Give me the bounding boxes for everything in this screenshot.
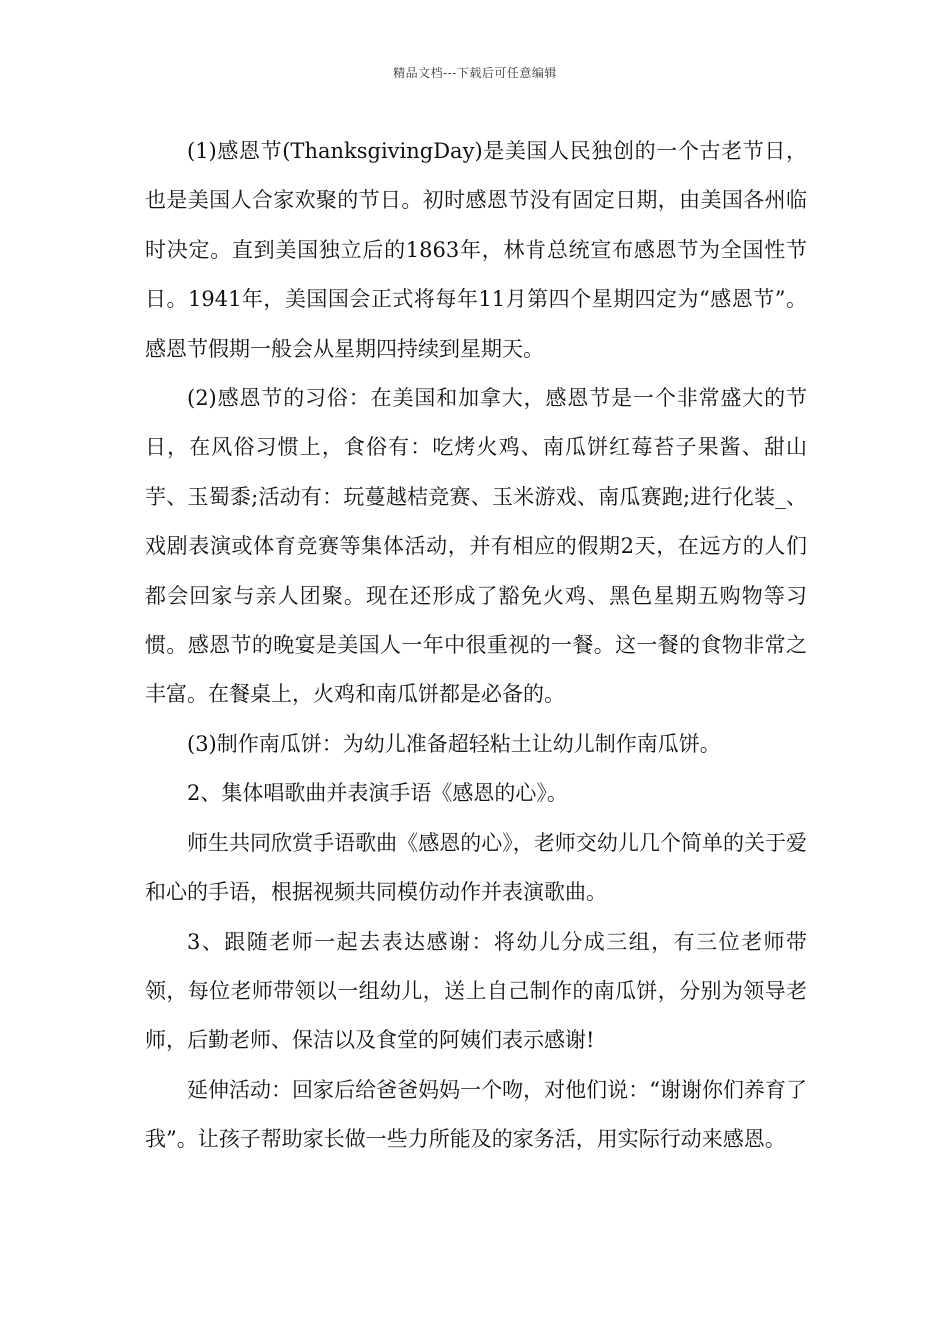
paragraph-sign-language-song: 2、集体唱歌曲并表演手语《感恩的心》。 [187, 781, 568, 806]
paragraph-song-appreciation: 师生共同欣赏手语歌曲《感恩的心》，老师交幼儿几个简单的关于爱和心的手语，根据视频共同模仿动作并表演歌曲。 [145, 830, 807, 905]
paragraph-thanksgiving-origin: (1)感恩节(ThanksgivingDay)是美国人民独创的一个古老节日，也是美国人合家欢聚的节日。初时感恩节没有固定日期，由美国各州临时决定。直到美国独立后的1863年，林肯总统宣布感恩节为全国性节日。1941年，美国国会正式将每年11月第四个星期四定为“感恩节”。感恩节假期一般会从星期四持续到星期天。 [145, 139, 807, 361]
page-header: 精品文档---下载后可任意编辑 [393, 66, 557, 80]
paragraph-pumpkin-pie: (3)制作南瓜饼：为幼儿准备超轻粘土让幼儿制作南瓜饼。 [187, 731, 721, 756]
paragraph-extension-activity: 延伸活动：回家后给爸爸妈妈一个吻，对他们说：“谢谢你们养育了我”。让孩子帮助家长做一些力所能及的家务活，用实际行动来感恩。 [145, 1077, 807, 1152]
paragraph-express-thanks: 3、跟随老师一起去表达感谢：将幼儿分成三组，有三位老师带领，每位老师带领以一组幼儿，送上自己制作的南瓜饼，分别为领导老师，后勤老师、保洁以及食堂的阿姨们表示感谢! [145, 929, 807, 1053]
document-body [145, 127, 807, 1165]
paragraph-thanksgiving-customs: (2)感恩节的习俗：在美国和加拿大，感恩节是一个非常盛大的节日，在风俗习惯上，食俗有：吃烤火鸡、南瓜饼红莓苔子果酱、甜山芋、玉蜀黍;活动有：玩蔓越桔竞赛、玉米游戏、南瓜赛跑;进行化装_、戏剧表演或体育竞赛等集体活动，并有相应的假期2天，在远方的人们都会回家与亲人团聚。现在还形成了豁免火鸡、黑色星期五购物等习惯。感恩节的晚宴是美国人一年中很重视的一餐。这一餐的食物非常之丰富。在餐桌上，火鸡和南瓜饼都是必备的。 [145, 386, 807, 707]
